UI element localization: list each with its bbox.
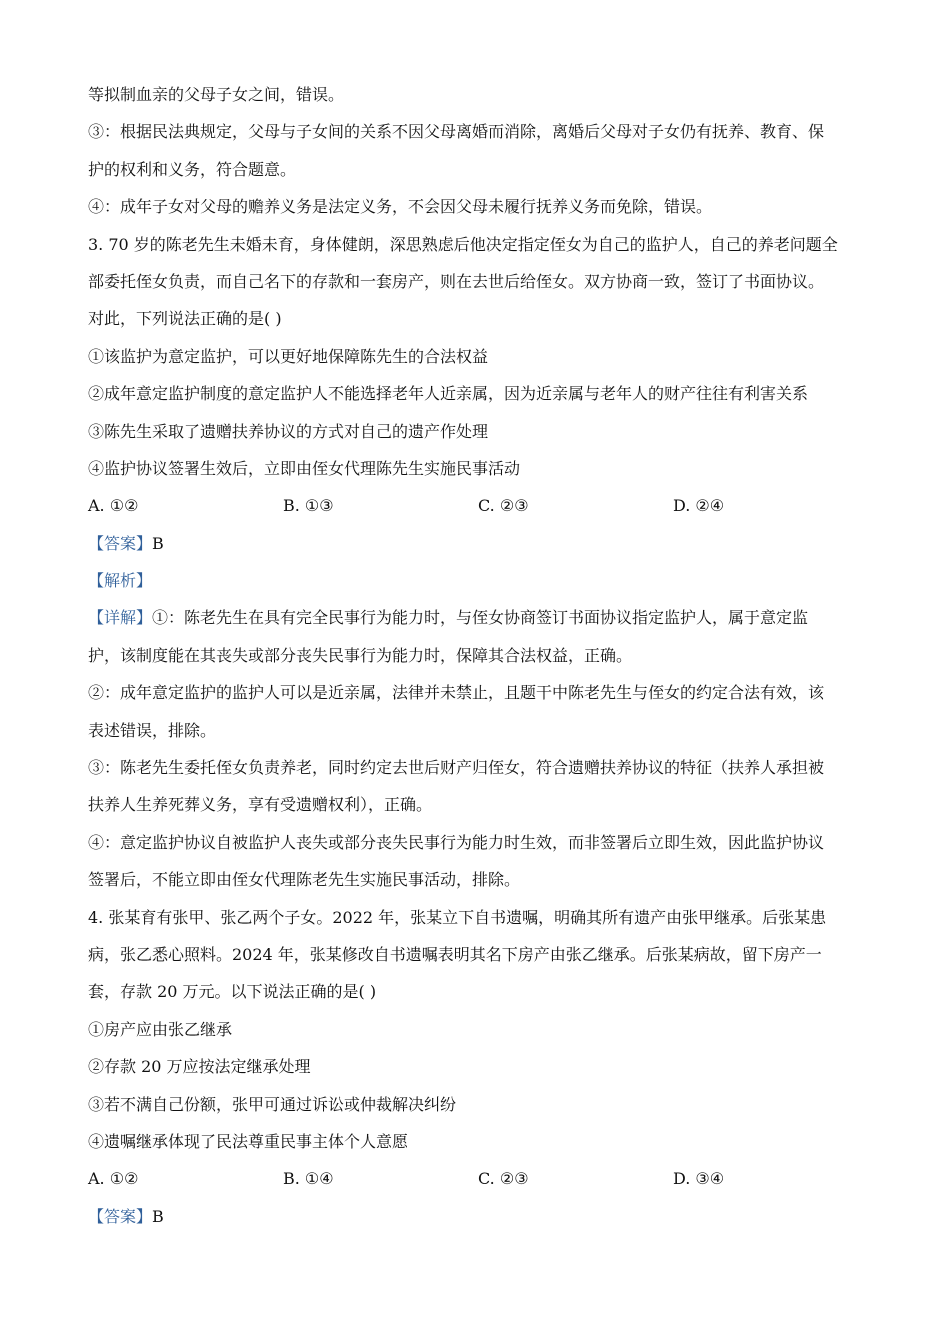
question-3-options xyxy=(88,487,868,524)
question-3-detail-line: ③：陈老先生委托侄女负责养老，同时约定去世后财产归侄女，符合遗赠扶养协议的特征（扶养人承担被 xyxy=(88,758,825,778)
text-line: ④：成年子女对父母的赡养义务是法定义务，不会因父母未履行抚养义务而免除，错误。 xyxy=(88,197,713,217)
detail-tag: 【详解】 xyxy=(88,608,153,628)
question-4-stem-line: 病，张乙悉心照料。2024 年，张某修改自书遗嘱表明其名下房产由张乙继承。后张某病故，留下房产一 xyxy=(88,944,822,964)
text-line: ③：根据民法典规定，父母与子女间的关系不因父母离婚而消除，离婚后父母对子女仍有抚养、教育、保 xyxy=(88,122,825,142)
question-3-item: ②成年意定监护制度的意定监护人不能选择老年人近亲属，因为近亲属与老年人的财产往往有利害关系 xyxy=(88,384,809,404)
question-3-detail-line: 签署后，不能立即由侄女代理陈老先生实施民事活动，排除。 xyxy=(88,870,521,890)
option-a: A. ①② xyxy=(88,1169,139,1189)
analysis-tag: 【解析】 xyxy=(88,571,153,591)
question-4-answer xyxy=(88,1198,868,1235)
text-line: 等拟制血亲的父母子女之间，错误。 xyxy=(88,85,345,104)
question-3-detail-line xyxy=(88,599,868,636)
question-3-detail-line: 护，该制度能在其丧失或部分丧失民事行为能力时，保障其合法权益，正确。 xyxy=(88,645,633,665)
question-3-item: ①该监护为意定监护，可以更好地保障陈先生的合法权益 xyxy=(88,346,489,366)
option-a: A. ①② xyxy=(88,496,139,516)
question-4-stem-line: 套，存款 20 万元。以下说法正确的是( ) xyxy=(88,982,377,1002)
question-3-analysis xyxy=(88,562,868,599)
question-3-answer xyxy=(88,525,868,562)
option-d: D. ②④ xyxy=(673,496,725,516)
question-3-stem-line: 部委托侄女负责，而自己名下的存款和一套房产，则在去世后给侄女。双方协商一致，签订了书面协议。 xyxy=(88,271,825,291)
answer-tag: 【答案】 xyxy=(88,1206,153,1226)
answer-tag: 【答案】 xyxy=(88,533,153,553)
option-b: B. ①④ xyxy=(283,1169,334,1189)
question-4-item: ②存款 20 万应按法定继承处理 xyxy=(88,1057,311,1077)
question-3-item: ③陈先生采取了遗赠扶养协议的方式对自己的遗产作处理 xyxy=(88,421,489,441)
page-content xyxy=(88,76,868,1235)
answer-value: B xyxy=(152,1206,164,1226)
question-3-stem-line: 对此，下列说法正确的是( ) xyxy=(88,309,282,329)
question-3-detail-line: 扶养人生养死葬义务，享有受遗赠权利），正确。 xyxy=(88,795,433,815)
detail-text: ①：陈老先生在具有完全民事行为能力时，与侄女协商签订书面协议指定监护人，属于意定监 xyxy=(152,608,809,628)
option-c: C. ②③ xyxy=(478,496,529,516)
question-4-options xyxy=(88,1160,868,1197)
question-3-detail-line: 表述错误，排除。 xyxy=(88,720,217,740)
text-line: 护的权利和义务，符合题意。 xyxy=(88,159,297,179)
question-3-item: ④监护协议签署生效后，立即由侄女代理陈先生实施民事活动 xyxy=(88,458,521,478)
option-c: C. ②③ xyxy=(478,1169,529,1189)
question-3-detail-line: ②：成年意定监护的监护人可以是近亲属，法律并未禁止，且题干中陈老先生与侄女的约定合法有效，该 xyxy=(88,683,825,703)
answer-value: B xyxy=(152,533,164,553)
question-4-item: ④遗嘱继承体现了民法尊重民事主体个人意愿 xyxy=(88,1131,409,1151)
option-b: B. ①③ xyxy=(283,496,334,516)
question-4-stem-line: 4. 张某育有张甲、张乙两个子女。2022 年，张某立下自书遗嘱，明确其所有遗产由张甲继承。后张某患 xyxy=(88,907,827,927)
question-4-item: ①房产应由张乙继承 xyxy=(88,1019,233,1039)
question-3-stem-line: 3. 70 岁的陈老先生未婚未育，身体健朗，深思熟虑后他决定指定侄女为自己的监护人，自己的养老问题全 xyxy=(88,234,838,254)
question-3-detail-line: ④：意定监护协议自被监护人丧失或部分丧失民事行为能力时生效，而非签署后立即生效，因此监护协议 xyxy=(88,832,825,852)
question-4-item: ③若不满自己份额，张甲可通过诉讼或仲裁解决纠纷 xyxy=(88,1094,457,1114)
option-d: D. ③④ xyxy=(673,1169,725,1189)
